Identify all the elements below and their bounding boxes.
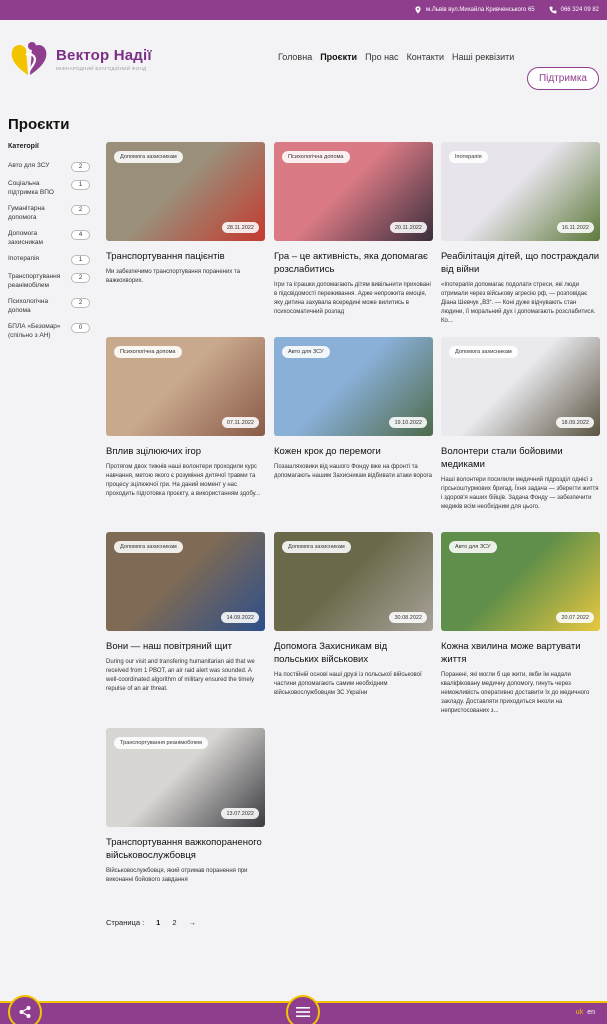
category-tag[interactable]: Допомога захисникам xyxy=(114,541,183,553)
project-description: Ігри та іграшки допомагають дітям вивільнити приховані в підсвідомості переживання. Адже непрожита емоція, яку дитина захувала всередині може вилитись в психосоматичний розлад xyxy=(274,282,431,315)
project-title[interactable]: Гра – це активність, яка допомагає розслабитись xyxy=(274,251,428,275)
project-card[interactable] xyxy=(441,532,600,716)
project-title[interactable]: Транспортування пацієнтів xyxy=(106,251,225,262)
project-card[interactable] xyxy=(106,337,265,499)
nav-item-requisites[interactable]: Наші реквізити xyxy=(452,52,515,62)
project-card[interactable] xyxy=(274,142,433,317)
category-label: БПЛА «Безомар» (спільно з АН) xyxy=(8,323,61,339)
category-tag[interactable]: Авто для ЗСУ xyxy=(282,346,330,358)
page-link-1[interactable]: 1 xyxy=(156,918,161,927)
category-count-badge: 2 xyxy=(71,273,90,283)
category-item[interactable] xyxy=(8,273,90,290)
project-title[interactable]: Вплив зцілюючих ігор xyxy=(106,446,202,457)
lang-en[interactable]: en xyxy=(587,1009,595,1016)
category-label: Транспортування реанімобілем xyxy=(8,273,61,289)
project-title[interactable]: Волонтери стали бойовими медиками xyxy=(441,446,563,470)
category-count-badge: 4 xyxy=(71,230,90,240)
project-image[interactable] xyxy=(274,142,433,241)
next-page-arrow[interactable]: → xyxy=(188,918,197,927)
project-card[interactable] xyxy=(106,728,265,885)
category-tag[interactable]: Допомога захисникам xyxy=(449,346,518,358)
project-description: Позашляховики від нашого Фонду вже на фронті та допомагають нашим Захисникам відбивати атаки ворога xyxy=(274,464,432,479)
category-item[interactable] xyxy=(8,298,90,315)
categories-sidebar xyxy=(8,143,90,348)
category-item[interactable] xyxy=(8,205,90,222)
site-header xyxy=(0,20,607,98)
project-image[interactable] xyxy=(106,337,265,436)
project-title[interactable]: Кожна хвилина може вартувати життя xyxy=(441,641,581,665)
project-description: Наші волонтери посилили медичний підрозділ однієї з гірськоштурмових бригад. Їхня задача — зберегти життя і здоров'я наших бійців. Задача Фонду — забезпечити медиків всім необхідним для цього. xyxy=(441,477,599,510)
date-badge: 19.10.2022 xyxy=(389,417,427,428)
category-tag[interactable]: Психологічна допома xyxy=(114,346,182,358)
project-description: Ми забезпечимо транспортування поранених та важкохворих. xyxy=(106,269,241,284)
project-title[interactable]: Допомога Захисникам від польських військових xyxy=(274,641,388,665)
category-tag[interactable]: Авто для ЗСУ xyxy=(449,541,497,553)
logo-subtitle: МІЖНАРОДНИЙ БЛАГОДІЙНИЙ ФОНД xyxy=(56,66,147,71)
logo-heart-icon xyxy=(8,39,52,79)
logo[interactable] xyxy=(8,39,152,79)
project-title[interactable]: Реабілітація дітей, що постраждали від війни xyxy=(441,251,600,275)
date-badge: 28.11.2022 xyxy=(222,222,259,233)
date-badge: 07.11.2022 xyxy=(222,417,259,428)
date-badge: 20.11.2022 xyxy=(390,222,427,233)
nav-item-contacts[interactable]: Контакти xyxy=(406,52,444,62)
category-count-badge: 2 xyxy=(71,205,90,215)
category-count-badge: 1 xyxy=(71,180,90,190)
project-image[interactable] xyxy=(441,337,600,436)
share-button[interactable] xyxy=(8,995,42,1024)
phone-icon xyxy=(549,6,557,14)
date-badge: 13.07.2022 xyxy=(221,808,259,819)
address-text: м.Львів вул.Михайла Кривченського 65 xyxy=(426,7,535,13)
project-title[interactable]: Транспортування важкопораненого військовослужбовця xyxy=(106,837,262,861)
project-card[interactable] xyxy=(274,532,433,698)
date-badge: 16.11.2022 xyxy=(557,222,594,233)
project-description: During our visit and transfering humanitarian aid that we received from 1 РВОТ, an air raid alert was sounded. A well-coordinated algorithm of military ensured the timely repulse of an air threat. xyxy=(106,659,255,692)
date-badge: 30.08.2022 xyxy=(389,612,427,623)
phone[interactable] xyxy=(549,6,599,14)
category-tag[interactable]: Допомога захисникам xyxy=(282,541,351,553)
logo-name: Вектор Надії xyxy=(56,47,152,64)
project-image[interactable] xyxy=(106,728,265,827)
project-title[interactable]: Вони — наш повітряний щит xyxy=(106,641,232,652)
category-label: Психологічна допома xyxy=(8,298,49,314)
category-count-badge: 2 xyxy=(71,162,90,172)
category-item[interactable] xyxy=(8,230,90,247)
project-description: На постійній основі наші друзі із польської військової частини допомагають самим необхідним військовослужбовцям ЗС України xyxy=(274,672,422,696)
category-tag[interactable]: Іпотерапія xyxy=(449,151,488,163)
project-card[interactable] xyxy=(106,532,265,694)
project-image[interactable] xyxy=(274,532,433,631)
category-item[interactable] xyxy=(8,162,90,172)
project-title[interactable]: Кожен крок до перемоги xyxy=(274,446,381,457)
nav-item-home[interactable]: Головна xyxy=(278,52,313,62)
category-label: Авто для ЗСУ xyxy=(8,162,50,169)
lang-uk[interactable]: uk xyxy=(575,1009,584,1016)
bottom-bar xyxy=(0,1001,607,1024)
page-link-2[interactable]: 2 xyxy=(172,918,177,927)
project-card[interactable] xyxy=(106,142,265,286)
category-label: Гуманітарна допомога xyxy=(8,205,45,221)
project-card[interactable] xyxy=(274,337,433,481)
share-icon xyxy=(18,1005,32,1019)
pagination-label: Страница : xyxy=(106,918,145,927)
hamburger-menu-icon xyxy=(296,1006,310,1018)
category-item[interactable] xyxy=(8,180,90,197)
project-description: Протягом двох тижнів наші волонтери проходили курс навчання, метою якого є розуміння дитячої травми та процесу зцілюючої гри. На даний момент у нас проходить підготовка проєкту, а використанням здобу... xyxy=(106,464,261,497)
location-pin-icon xyxy=(414,6,422,14)
date-badge: 18.09.2022 xyxy=(556,417,594,428)
project-image[interactable] xyxy=(106,142,265,241)
page-title: Проєкти xyxy=(8,116,70,133)
category-label: Іпотерапія xyxy=(8,255,40,262)
category-item[interactable] xyxy=(8,255,90,265)
category-count-badge: 0 xyxy=(71,323,90,333)
project-image[interactable] xyxy=(106,532,265,631)
phone-text: 066 324 09 82 xyxy=(560,7,599,13)
project-image[interactable] xyxy=(441,532,600,631)
category-label: Соціальна підтримка ВПО xyxy=(8,180,54,196)
category-tag[interactable]: Транспортування реанімобілем xyxy=(114,737,208,749)
category-label: Допомога захисникам xyxy=(8,230,44,246)
category-tag[interactable]: Допомога захисникам xyxy=(114,151,183,163)
project-description: Поранені, які могли б ще жити, якби їм надали кваліфіковану медичну допомогу, гинуть через неможливість оперативно доставити їх до медичного закладу. Доставляти приходиться інколи на непристосованих з... xyxy=(441,672,590,714)
project-card[interactable] xyxy=(441,142,600,326)
menu-button[interactable] xyxy=(286,995,320,1024)
top-info-bar xyxy=(0,0,607,20)
project-description: «Іпотерапія допомагає подолати стреси, які люди отримали через військову агресію рф, — розповідає Діана Шевчук „ВЗ“. — Коні дуже відчувають стан людини, її моральний дух і допомагають розслабитися. Ко... xyxy=(441,282,596,324)
nav-item-about[interactable]: Про нас xyxy=(365,52,399,62)
main-nav xyxy=(278,52,514,62)
category-count-badge: 2 xyxy=(71,298,90,308)
category-count-badge: 1 xyxy=(71,255,90,265)
address[interactable] xyxy=(414,6,535,14)
project-card[interactable] xyxy=(441,337,600,512)
category-item[interactable] xyxy=(8,323,90,340)
language-switcher xyxy=(576,1009,595,1016)
categories-heading: Категорії xyxy=(8,143,39,150)
category-tag[interactable]: Психологічна допома xyxy=(282,151,350,163)
project-image[interactable] xyxy=(274,337,433,436)
nav-item-projects[interactable]: Проєкти xyxy=(320,52,358,62)
date-badge: 14.09.2022 xyxy=(221,612,259,623)
project-image[interactable] xyxy=(441,142,600,241)
pagination xyxy=(106,918,196,927)
project-description: Військовослужбовця, який отримав поранення при виконанні бойового завдання xyxy=(106,868,248,883)
date-badge: 20.07.2022 xyxy=(556,612,594,623)
support-button[interactable]: Підтримка xyxy=(527,67,599,90)
